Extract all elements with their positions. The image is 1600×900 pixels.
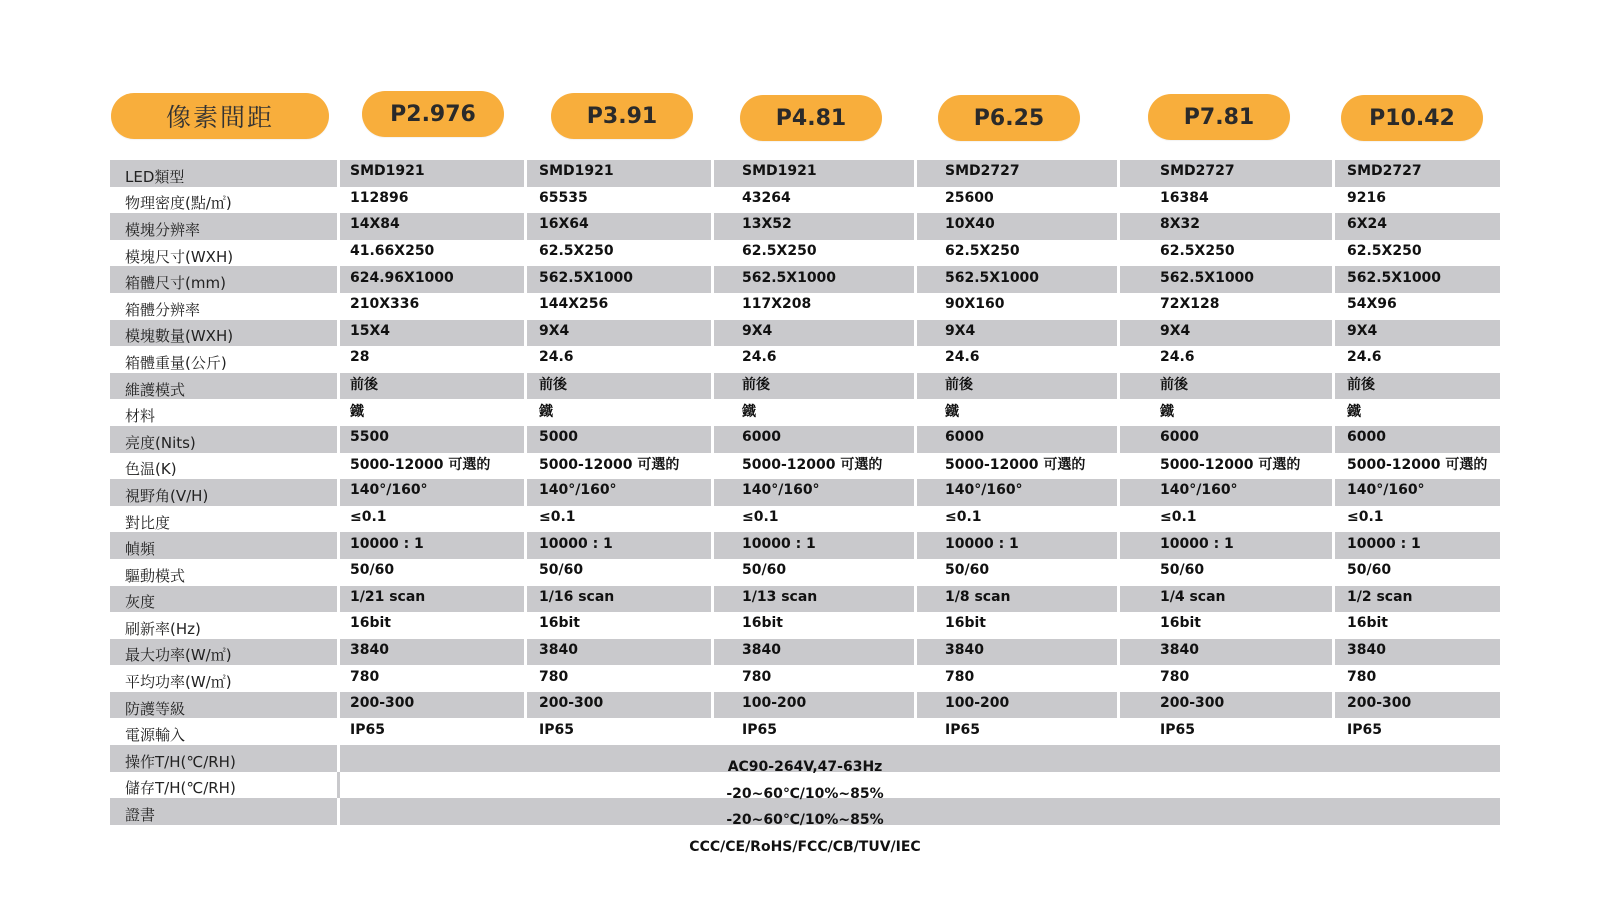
shared-spec-text: AC90-264V,47-63Hz: [727, 759, 883, 776]
spec-value: 9X4: [945, 322, 976, 339]
spec-value: 前後: [1347, 377, 1375, 394]
spec-value: SMD2727: [945, 163, 1020, 180]
table-row: [110, 506, 1500, 533]
spec-name: LED類型: [125, 167, 185, 186]
spec-value: 54X96: [1347, 296, 1397, 313]
spec-value: 9X4: [1160, 322, 1191, 339]
spec-value: 9216: [1347, 189, 1386, 206]
spec-value: 前後: [539, 377, 567, 394]
spec-value: 140°/160°: [350, 482, 428, 499]
spec-name: 物理密度(點/㎡): [125, 194, 232, 213]
spec-value: 3840: [539, 641, 578, 658]
spec-value: 6000: [1160, 429, 1199, 446]
table-row: [110, 399, 1500, 426]
pixel-pitch-label: [111, 93, 329, 139]
table-row: [110, 213, 1500, 240]
column-divider: [711, 479, 714, 506]
column-divider: [711, 532, 714, 559]
spec-value: 16bit: [1160, 615, 1201, 632]
spec-value: 62.5X250: [539, 243, 614, 260]
spec-value: 90X160: [945, 296, 1005, 313]
column-divider: [914, 213, 917, 240]
spec-value: 1/13 scan: [742, 588, 818, 605]
spec-value: 117X208: [742, 296, 812, 313]
row-band: [110, 320, 1500, 347]
spec-value: 780: [1347, 668, 1377, 685]
column-divider: [711, 586, 714, 613]
row-band: [110, 373, 1500, 400]
spec-value: 140°/160°: [539, 482, 617, 499]
spec-value: 5000-12000 可選的: [742, 456, 883, 473]
spec-value: 5000-12000 可選的: [945, 456, 1086, 473]
spec-name: 證書: [125, 806, 156, 825]
shared-spec-value: [110, 759, 1500, 775]
table-row: [110, 692, 1500, 719]
spec-value: 28: [350, 349, 370, 366]
spec-value: 43264: [742, 189, 791, 206]
model-header-text: P7.81: [1183, 104, 1255, 130]
shared-spec-text: CCC/CE/RoHS/FCC/CB/TUV/IEC: [689, 839, 921, 855]
spec-value: 5000-12000 可選的: [350, 456, 491, 473]
model-header-text: P10.42: [1369, 105, 1455, 131]
column-divider: [711, 160, 714, 187]
spec-name: 平均功率(W/㎡): [125, 673, 232, 692]
spec-value: 15X4: [350, 322, 391, 339]
spec-name: 箱體重量(公斤): [125, 353, 227, 372]
spec-value: 780: [1160, 668, 1190, 685]
column-divider: [1332, 479, 1335, 506]
column-divider: [1332, 532, 1335, 559]
column-divider: [1117, 373, 1120, 400]
spec-value: 6000: [742, 429, 781, 446]
column-divider: [337, 586, 340, 613]
column-divider: [524, 320, 527, 347]
column-divider: [711, 320, 714, 347]
row-band: [110, 213, 1500, 240]
column-divider: [524, 639, 527, 666]
column-divider: [524, 479, 527, 506]
spec-name: 操作T/H(℃/RH): [125, 752, 236, 771]
table-row: [110, 718, 1500, 745]
column-divider: [1117, 213, 1120, 240]
column-divider: [524, 532, 527, 559]
spec-value: 3840: [1347, 641, 1386, 658]
spec-value: 1/4 scan: [1160, 588, 1226, 605]
row-band: [110, 426, 1500, 453]
column-divider: [1332, 692, 1335, 719]
column-divider: [1332, 213, 1335, 240]
spec-table: [110, 160, 1500, 855]
column-divider: [914, 266, 917, 293]
table-row: [110, 320, 1500, 347]
spec-name: 色温(K): [125, 460, 177, 479]
column-divider: [1117, 692, 1120, 719]
table-row: [110, 346, 1500, 373]
table-row: [110, 373, 1500, 400]
spec-value: 50/60: [1160, 562, 1205, 579]
column-divider: [711, 692, 714, 719]
spec-value: SMD1921: [742, 163, 817, 180]
spec-value: 13X52: [742, 216, 792, 233]
spec-value: ≤0.1: [350, 509, 387, 526]
model-header-p781: [1148, 94, 1290, 140]
spec-value: SMD1921: [539, 163, 614, 180]
spec-value: IP65: [539, 721, 574, 738]
model-header-text: P3.91: [586, 103, 658, 129]
spec-value: 5000-12000 可選的: [1160, 456, 1301, 473]
table-row: [110, 293, 1500, 320]
spec-value: 24.6: [1347, 349, 1382, 366]
table-row: [110, 532, 1500, 559]
spec-name: 刷新率(Hz): [125, 619, 201, 638]
column-divider: [711, 266, 714, 293]
column-divider: [914, 532, 917, 559]
spec-value: 72X128: [1160, 296, 1220, 313]
table-row: [110, 559, 1500, 586]
spec-value: 10000 : 1: [1160, 535, 1234, 552]
column-divider: [337, 373, 340, 400]
column-divider: [1117, 160, 1120, 187]
column-divider: [711, 426, 714, 453]
column-divider: [1332, 266, 1335, 293]
model-header-text: P2.976: [390, 101, 476, 127]
column-divider: [337, 692, 340, 719]
spec-value: 562.5X1000: [539, 269, 634, 286]
model-header-text: P6.25: [973, 105, 1045, 131]
spec-value: 16bit: [1347, 615, 1388, 632]
spec-value: 200-300: [539, 695, 604, 712]
column-divider: [337, 532, 340, 559]
shared-spec-value: [110, 786, 1500, 802]
spec-value: 780: [945, 668, 975, 685]
spec-value: SMD2727: [1347, 163, 1422, 180]
spec-value: 200-300: [1160, 695, 1225, 712]
spec-value: 562.5X1000: [945, 269, 1040, 286]
column-divider: [914, 479, 917, 506]
spec-value: 1/2 scan: [1347, 588, 1413, 605]
spec-value: 9X4: [742, 322, 773, 339]
spec-value: 112896: [350, 189, 409, 206]
spec-value: 100-200: [945, 695, 1010, 712]
spec-value: 16bit: [945, 615, 986, 632]
pixel-pitch-label-text: 像素間距: [165, 103, 274, 132]
spec-value: 5000-12000 可選的: [539, 456, 680, 473]
column-divider: [1332, 586, 1335, 613]
spec-value: 6000: [945, 429, 984, 446]
column-divider: [524, 213, 527, 240]
model-header-p1042: [1341, 95, 1483, 141]
spec-value: 41.66X250: [350, 243, 435, 260]
spec-value: 5000: [539, 429, 578, 446]
spec-value: 9X4: [1347, 322, 1378, 339]
column-divider: [914, 373, 917, 400]
column-divider: [524, 692, 527, 719]
column-divider: [914, 639, 917, 666]
model-header-p481: [740, 95, 882, 141]
spec-value: ≤0.1: [945, 509, 982, 526]
spec-name: 灰度: [125, 593, 156, 612]
spec-name: 儲存T/H(℃/RH): [125, 779, 236, 798]
spec-value: 10000 : 1: [350, 535, 424, 552]
column-divider: [914, 320, 917, 347]
spec-value: ≤0.1: [742, 509, 779, 526]
table-row: [110, 612, 1500, 639]
spec-name: 模塊分辨率: [125, 220, 201, 239]
column-divider: [1117, 426, 1120, 453]
column-divider: [711, 639, 714, 666]
table-row: [110, 639, 1500, 666]
spec-value: 6X24: [1347, 216, 1388, 233]
spec-value: 鐵: [945, 403, 959, 420]
model-header-text: P4.81: [775, 105, 847, 131]
column-divider: [1117, 266, 1120, 293]
spec-value: 780: [350, 668, 380, 685]
spec-value: 10000 : 1: [742, 535, 816, 552]
spec-value: 10000 : 1: [1347, 535, 1421, 552]
spec-value: 9X4: [539, 322, 570, 339]
table-row: [110, 266, 1500, 293]
spec-name: 箱體分辨率: [125, 300, 201, 319]
shared-spec-value: [110, 812, 1500, 828]
spec-value: 562.5X1000: [742, 269, 837, 286]
spec-name: 防護等級: [125, 699, 186, 718]
model-header-p625: [938, 95, 1080, 141]
spec-value: 140°/160°: [1160, 482, 1238, 499]
table-row: [110, 187, 1500, 214]
spec-name: 視野角(V/H): [125, 486, 209, 505]
spec-value: 10X40: [945, 216, 995, 233]
spec-name: 模塊數量(WXH): [125, 327, 234, 346]
spec-name: 驅動模式: [125, 566, 186, 585]
column-divider: [337, 266, 340, 293]
spec-value: 100-200: [742, 695, 807, 712]
spec-value: IP65: [1160, 721, 1195, 738]
spec-value: 14X84: [350, 216, 400, 233]
spec-value: 鐵: [1160, 403, 1174, 420]
spec-value: IP65: [1347, 721, 1382, 738]
spec-value: ≤0.1: [1347, 509, 1384, 526]
shared-spec-value: [110, 839, 1500, 855]
spec-value: 1/21 scan: [350, 588, 426, 605]
spec-value: 24.6: [742, 349, 777, 366]
spec-value: 5500: [350, 429, 389, 446]
column-divider: [914, 692, 917, 719]
row-band: [110, 639, 1500, 666]
column-divider: [1117, 320, 1120, 347]
column-divider: [337, 639, 340, 666]
spec-name: 最大功率(W/㎡): [125, 646, 232, 665]
table-row: [110, 665, 1500, 692]
spec-value: 5000-12000 可選的: [1347, 456, 1488, 473]
spec-value: 25600: [945, 189, 994, 206]
table-row: [110, 453, 1500, 480]
model-header-p2976: [362, 91, 504, 137]
spec-value: 16bit: [742, 615, 783, 632]
spec-value: 16X64: [539, 216, 589, 233]
column-divider: [1332, 320, 1335, 347]
column-divider: [711, 373, 714, 400]
column-divider: [337, 426, 340, 453]
column-divider: [524, 586, 527, 613]
spec-value: 鐵: [1347, 403, 1361, 420]
spec-value: 3840: [350, 641, 389, 658]
spec-value: IP65: [742, 721, 777, 738]
spec-value: 16384: [1160, 189, 1209, 206]
spec-value: 24.6: [1160, 349, 1195, 366]
spec-value: 50/60: [539, 562, 584, 579]
column-divider: [1117, 586, 1120, 613]
column-divider: [524, 373, 527, 400]
spec-value: 1/16 scan: [539, 588, 615, 605]
spec-value: 562.5X1000: [1160, 269, 1255, 286]
spec-value: 前後: [945, 377, 973, 394]
spec-name: 亮度(Nits): [125, 433, 196, 452]
column-divider: [1117, 532, 1120, 559]
spec-value: 3840: [1160, 641, 1199, 658]
spec-value: 65535: [539, 189, 588, 206]
spec-value: 140°/160°: [1347, 482, 1425, 499]
table-row: [110, 586, 1500, 613]
spec-value: 鐵: [742, 403, 756, 420]
spec-value: 前後: [742, 377, 770, 394]
spec-value: 16bit: [539, 615, 580, 632]
shared-spec-text: -20~60℃/10%~85%: [726, 812, 884, 829]
spec-value: 200-300: [350, 695, 415, 712]
spec-value: 10000 : 1: [539, 535, 613, 552]
column-divider: [337, 479, 340, 506]
table-row: [110, 479, 1500, 506]
spec-value: 140°/160°: [945, 482, 1023, 499]
column-divider: [337, 320, 340, 347]
column-divider: [524, 426, 527, 453]
spec-value: 24.6: [539, 349, 574, 366]
spec-value: 6000: [1347, 429, 1386, 446]
spec-value: 50/60: [742, 562, 787, 579]
column-divider: [711, 213, 714, 240]
column-divider: [1332, 639, 1335, 666]
table-row: [110, 426, 1500, 453]
spec-value: 10000 : 1: [945, 535, 1019, 552]
table-row: [110, 160, 1500, 187]
spec-value: 780: [539, 668, 569, 685]
column-divider: [524, 266, 527, 293]
spec-value: SMD2727: [1160, 163, 1235, 180]
spec-value: 前後: [1160, 377, 1188, 394]
spec-value: SMD1921: [350, 163, 425, 180]
spec-value: 200-300: [1347, 695, 1412, 712]
column-divider: [1332, 426, 1335, 453]
column-divider: [914, 586, 917, 613]
spec-name: 箱體尺寸(mm): [125, 274, 226, 293]
table-row: [110, 240, 1500, 267]
spec-value: 鐵: [350, 403, 364, 420]
column-divider: [1117, 479, 1120, 506]
spec-value: 780: [742, 668, 772, 685]
spec-value: 前後: [350, 377, 378, 394]
spec-name: 維護模式: [125, 380, 186, 399]
spec-value: 16bit: [350, 615, 391, 632]
column-divider: [914, 426, 917, 453]
spec-value: 140°/160°: [742, 482, 820, 499]
spec-value: 562.5X1000: [1347, 269, 1442, 286]
spec-value: 144X256: [539, 296, 609, 313]
spec-value: IP65: [945, 721, 980, 738]
spec-name: 材料: [125, 407, 156, 426]
spec-value: 鐵: [539, 403, 553, 420]
spec-value: ≤0.1: [1160, 509, 1197, 526]
spec-value: IP65: [350, 721, 385, 738]
spec-value: 50/60: [945, 562, 990, 579]
spec-value: 62.5X250: [1347, 243, 1422, 260]
column-divider: [1117, 639, 1120, 666]
spec-value: 50/60: [350, 562, 395, 579]
column-divider: [524, 160, 527, 187]
spec-value: 50/60: [1347, 562, 1392, 579]
spec-name: 電源輸入: [125, 726, 186, 745]
column-divider: [1332, 373, 1335, 400]
column-divider: [337, 160, 340, 187]
spec-value: ≤0.1: [539, 509, 576, 526]
spec-value: 1/8 scan: [945, 588, 1011, 605]
spec-value: 24.6: [945, 349, 980, 366]
spec-name: 幀頻: [125, 540, 156, 559]
model-header-p391: [551, 93, 693, 139]
spec-value: 8X32: [1160, 216, 1201, 233]
spec-value: 3840: [742, 641, 781, 658]
spec-value: 624.96X1000: [350, 269, 454, 286]
spec-value: 210X336: [350, 296, 420, 313]
spec-value: 62.5X250: [945, 243, 1020, 260]
spec-value: 62.5X250: [1160, 243, 1235, 260]
spec-name: 對比度: [125, 513, 171, 532]
column-divider: [1332, 160, 1335, 187]
spec-value: 62.5X250: [742, 243, 817, 260]
shared-spec-text: -20~60℃/10%~85%: [726, 785, 884, 802]
spec-name: 模塊尺寸(WXH): [125, 247, 234, 266]
spec-value: 3840: [945, 641, 984, 658]
column-divider: [337, 213, 340, 240]
column-divider: [914, 160, 917, 187]
